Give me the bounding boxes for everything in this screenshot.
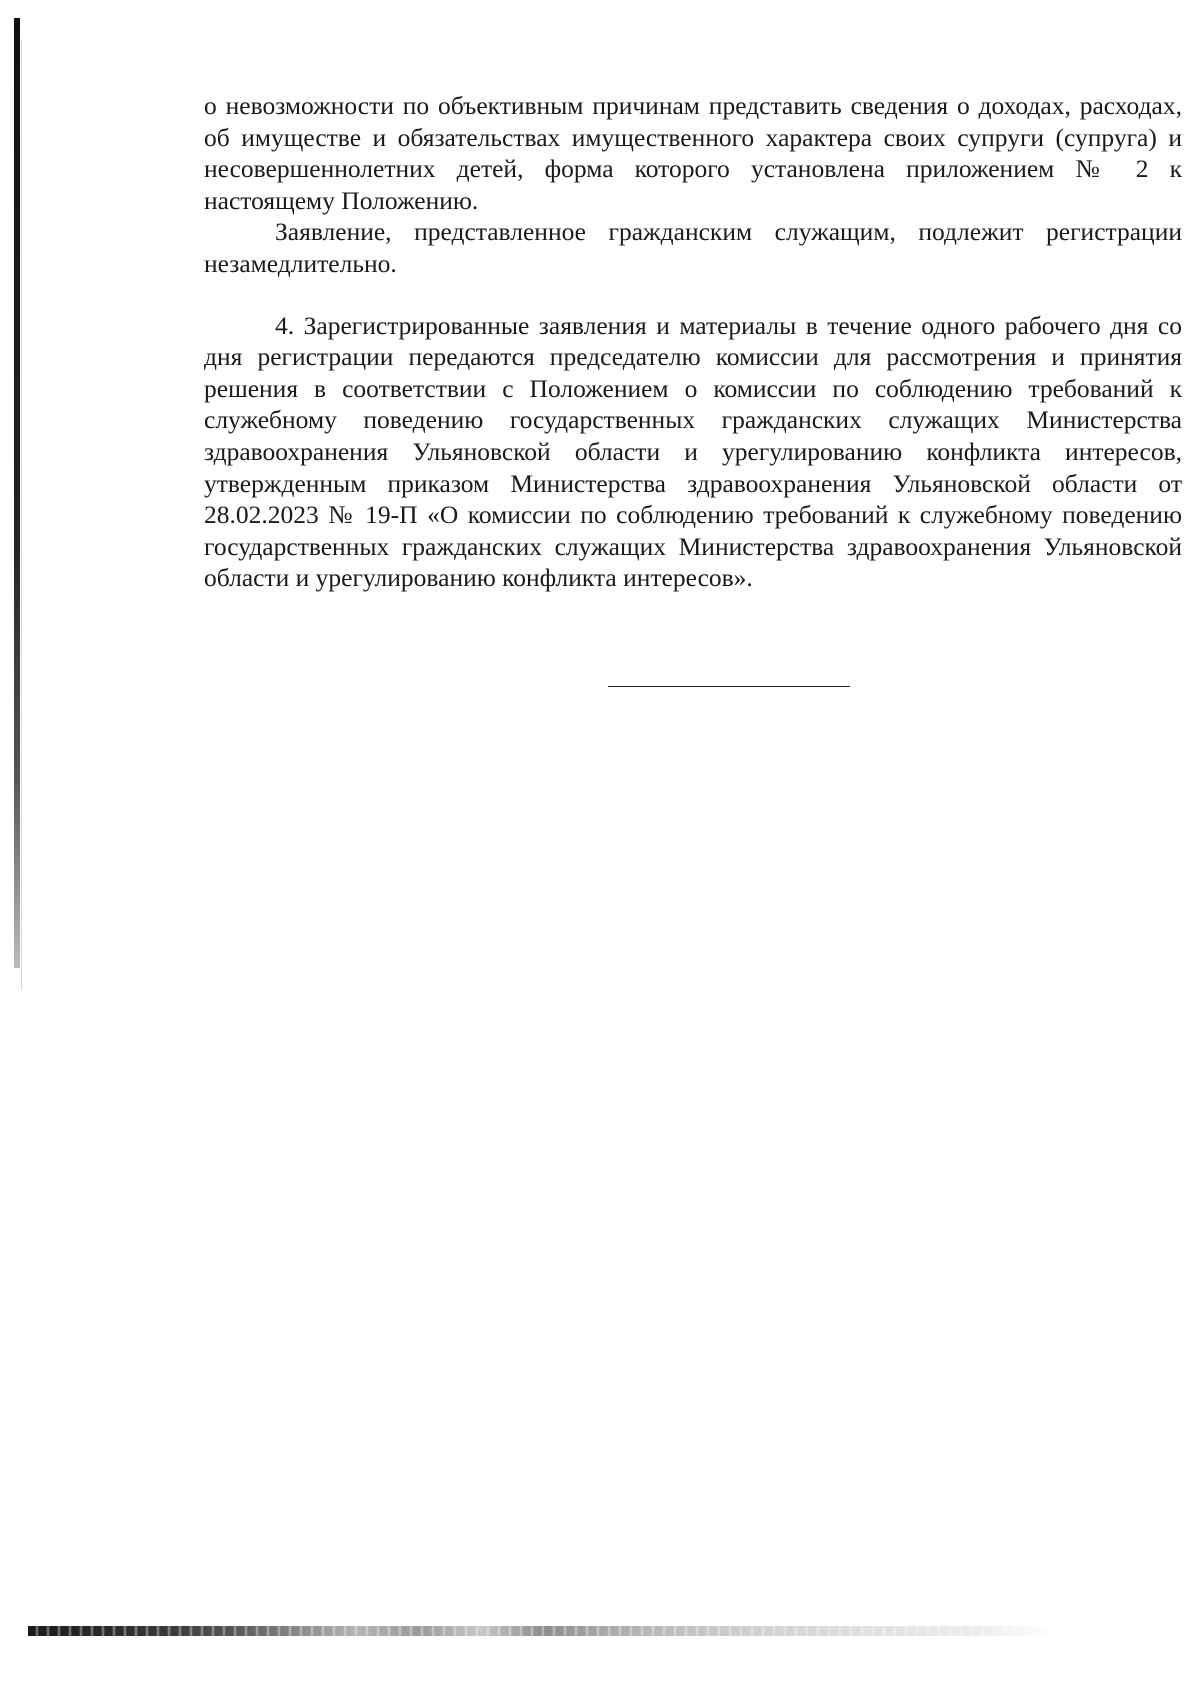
paragraph-registration: Заявление, представленное гражданским служащим, подлежит регистрации незамедлительно. [204,217,1182,278]
scan-artifact-bottom [28,1626,1058,1636]
paragraph-continuation: о невозможности по объективным причинам представить сведения о доходах, расходах, об имуществе и обязательствах имущественного характера своих супруги (супруга) и несовершеннолетних детей, форма которого установлена приложением № 2 к настоящему Положению. [204,91,1182,215]
document-body [204,90,1182,594]
paragraph-item-4: 4. Зарегистрированные заявления и материалы в течение одного рабочего дня со дня регистрации передаются председателю комиссии для рассмотрения и принятия решения в соответствии с Положением о комиссии по соблюдению требований к служебному поведению государственных гражданских служащих Министерства здравоохранения Ульяновской области и урегулированию конфликта интересов, утвержденным приказом Министерства здравоохранения Ульяновской области от 28.02.2023 № 19-П «О комиссии по соблюдению требований к служебному поведению государственных гражданских служащих Министерства здравоохранения Ульяновской области и урегулированию конфликта интересов». [204,310,1182,593]
paragraph-gap [204,280,1182,310]
end-separator-line [608,686,850,687]
scan-edge-left-shadow [21,40,22,990]
scan-edge-left [14,18,20,968]
